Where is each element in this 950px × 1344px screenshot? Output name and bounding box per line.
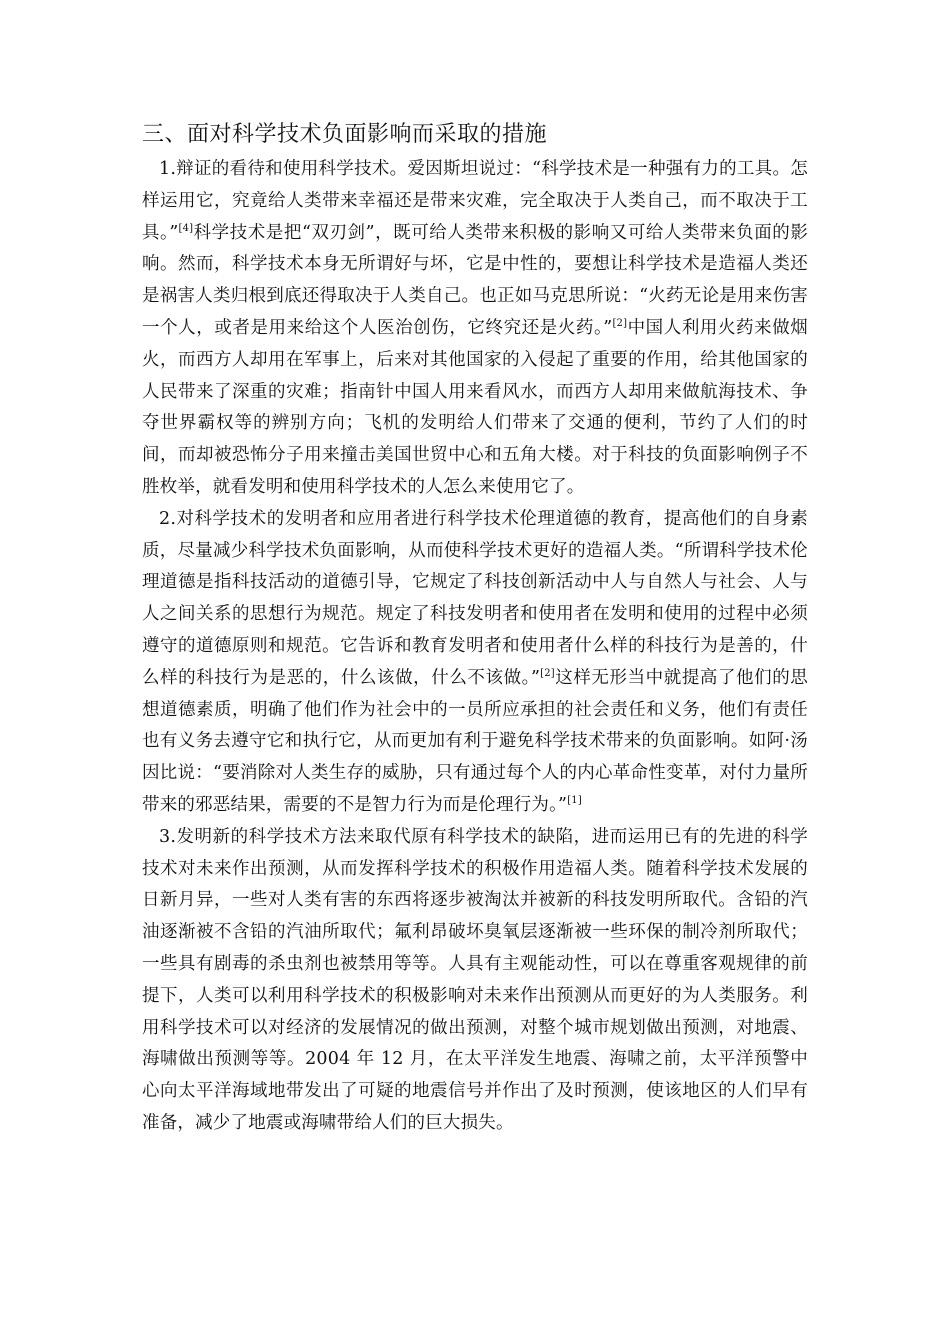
citation-ref: [2] (540, 667, 555, 679)
paragraph-text: 2.对科学技术的发明者和应用者进行科学技术伦理道德的教育，提高他们的自身素质，尽量减少科学技术负面影响，从而使科学技术更好的造福人类。“所谓科学技术伦理道德是指科技活动的道德引导，它规定了科技创新活动中人与自然人与社会、人与人之间关系的思想行为规范。规定了科技发明者和使用者在发明和使用的过程中必须遵守的道德原则和规范。它告诉和教育发明者和使用者什么样的科技行为是善的，什么样的科技行为是恶的，什么该做，什么不该做。” (142, 508, 808, 688)
paragraph-text: 中国人利用火药来做烟火，而西方人却用在军事上，后来对其他国家的入侵起了重要的作用，给其他国家的人民带来了深重的灾难；指南针中国人用来看风水，而西方人却用来做航海技术、争夺世界霸权等的辨别方向；飞机的发明给人们带来了交通的便利，节约了人们的时间，而却被恐怖分子用来撞击美国世贸中心和五角大楼。对于科技的负面影响例子不胜枚举，就看发明和使用科学技术的人怎么来使用它了。 (142, 317, 808, 497)
citation-ref: [4] (178, 222, 194, 234)
citation-ref: [2] (612, 318, 628, 330)
paragraph-text: 这样无形当中就提高了他们的思想道德素质，明确了他们作为社会中的一员所应承担的社会责任和义务，他们有责任也有义务去遵守它和执行它，从而更加有利于避免科学技术带来的负面影响。如阿·汤因比说：“要消除对人类生存的威胁，只有通过每个人的内心革命性变革，对付力量所带来的邪恶结果，需要的不是智力行为而是伦理行为。” (142, 667, 808, 815)
paragraph-3 (142, 822, 808, 1140)
citation-ref: [1] (567, 795, 582, 807)
section-heading: 三、面对科学技术负面影响而采取的措施 (142, 122, 548, 147)
paragraph-1 (142, 154, 808, 504)
paragraph-text: 3.发明新的科学技术方法来取代原有科学技术的缺陷，进而运用已有的先进的科学技术对未来作出预测，从而发挥科学技术的积极作用造福人类。随着科学技术发展的日新月异，一些对人类有害的东西将逐步被淘汰并被新的科技发明所取代。含铅的汽油逐渐被不含铅的汽油所取代；氟利昂破坏臭氧层逐渐被一些环保的制冷剂所取代；一些具有剧毒的杀虫剂也被禁用等等。人具有主观能动性，可以在尊重客观规律的前提下，人类可以利用科学技术的积极影响对未来作出预测从而更好的为人类服务。利用科学技术可以对经济的发展情况的做出预测，对整个城市规划做出预测，对地震、海啸做出预测等等。2004 年 12 月，在太平洋发生地震、海啸之前，太平洋预警中心向太平洋海域地带发出了可疑的地震信号并作出了及时预测，使该地区的人们早有准备，减少了地震或海啸带给人们的巨大损失。 (142, 826, 808, 1133)
paragraph-text: 1.辩证的看待和使用科学技术。爱因斯坦说过：“科学技术是一种强有力的工具。怎样运用它，究竟给人类带来幸福还是带来灾难，完全取决于人类自己，而不取决于工具。” (142, 159, 808, 243)
paragraph-text: 科学技术是把“双刃剑”，既可给人类带来积极的影响又可给人类带来负面的影响。然而，科学技术本身无所谓好与坏，它是中性的，要想让科学技术是造福人类还是祸害人类归根到底还得取决于人类自己。也正如马克思所说：“火药无论是用来伤害一个人，或者是用来给这个人医治创伤，它终究还是火药。” (142, 222, 809, 338)
paragraph-2 (142, 504, 808, 822)
